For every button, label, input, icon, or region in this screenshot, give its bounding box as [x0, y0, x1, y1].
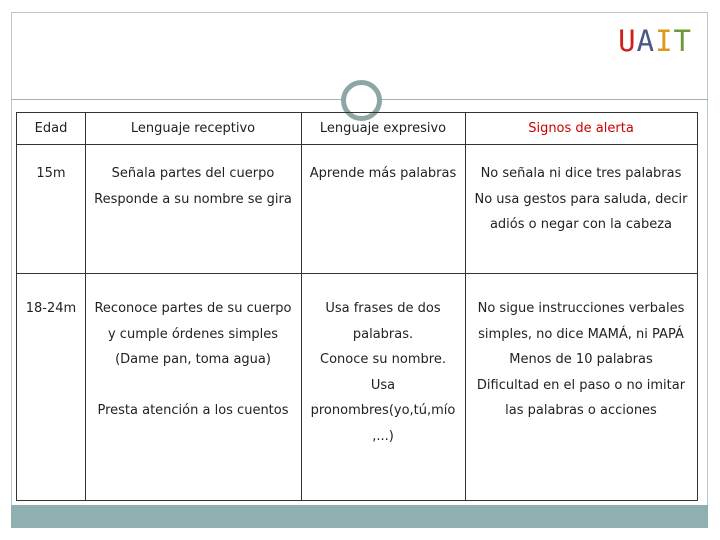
row2-alerta-line: No sigue instrucciones verbales — [477, 301, 685, 316]
row2-alerta-line: las palabras o acciones — [505, 403, 657, 418]
row1-receptivo-line: Señala partes del cuerpo — [111, 166, 275, 181]
row2-receptivo-line: Presta atención a los cuentos — [97, 403, 289, 418]
row-divider — [17, 273, 697, 274]
logo-letter-t: T — [673, 24, 692, 58]
row2-alerta-line: Dificultad en el paso o no imitar — [476, 377, 686, 393]
row1-alerta-line: No señala ni dice tres palabras — [480, 166, 682, 181]
row2-expresivo-line: palabras. — [352, 326, 414, 342]
logo-letter-i: I — [655, 24, 674, 58]
row2-receptivo-line: (Dame pan, toma agua) — [115, 352, 271, 367]
row1-receptivo — [85, 161, 301, 212]
header-alerta: Signos de alerta — [528, 121, 634, 136]
header-row-divider — [17, 144, 697, 145]
row2-receptivo — [85, 296, 301, 424]
row2-alerta — [465, 296, 697, 424]
row1-edad: 15m — [36, 166, 66, 181]
row1-receptivo-line: Responde a su nombre se gira — [94, 191, 292, 207]
row1-alerta-line: No usa gestos para saluda, decir — [474, 191, 688, 207]
row2-receptivo-line: Reconoce partes de su cuerpo — [94, 301, 292, 316]
row1-expresivo — [301, 161, 465, 187]
row1-alerta — [465, 161, 697, 238]
row2-alerta-line: simples, no dice MAMÁ, ni PAPÁ — [478, 326, 684, 342]
uait-logo — [618, 24, 692, 58]
row2-expresivo-line: Conoce su nombre. — [320, 352, 446, 367]
header-edad: Edad — [34, 121, 68, 136]
row1-alerta-line: adiós o negar con la cabeza — [489, 217, 673, 232]
row2-alerta-line: Menos de 10 palabras — [509, 352, 653, 367]
row2-expresivo-line: Usa frases de dos — [325, 301, 441, 316]
footer-band — [11, 505, 708, 528]
row2-edad: 18-24m — [25, 301, 77, 316]
header-receptivo: Lenguaje receptivo — [130, 121, 256, 136]
row2-expresivo-line: Usa — [370, 377, 396, 393]
header-expresivo: Lenguaje expresivo — [319, 121, 447, 136]
row2-receptivo-line: y cumple órdenes simples — [107, 326, 278, 342]
row2-expresivo-line: pronombres(yo,tú,mío — [310, 403, 456, 418]
language-milestones-table — [16, 112, 698, 501]
row2-expresivo-line: ,...) — [372, 428, 394, 444]
logo-letter-u: U — [618, 24, 637, 58]
row1-expresivo-line: Aprende más palabras — [309, 166, 457, 181]
logo-letter-a: A — [636, 24, 656, 58]
row2-expresivo — [301, 296, 465, 449]
